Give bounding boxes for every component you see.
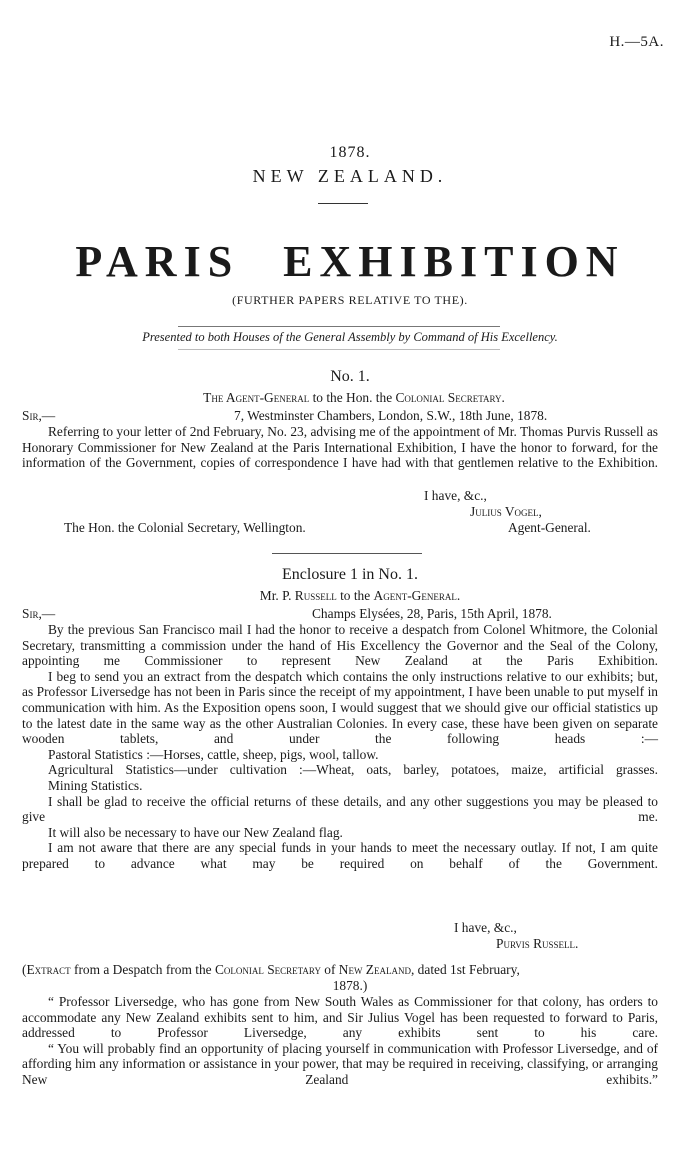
- country-title: NEW ZEALAND.: [252, 166, 448, 186]
- statistics-item: Mining Statistics.: [48, 777, 143, 793]
- extract-label: Extract: [26, 962, 71, 977]
- extract-year: 1878.): [332, 978, 368, 993]
- presented-rule-lower: [178, 349, 500, 350]
- presented-rule: [178, 326, 500, 327]
- enclosure-body: [22, 622, 658, 872]
- enclosure-sender: Russell: [294, 588, 337, 603]
- letter-number: No. 1.: [330, 368, 370, 385]
- enclosure-route-connector: to the: [336, 588, 374, 603]
- extract-heading-text: from a Despatch from the: [70, 962, 215, 977]
- letter-signature: Julius Vogel,: [470, 504, 542, 519]
- extract-heading-text: of: [320, 962, 339, 977]
- enclosure-paragraph: It will also be necessary to have our New Zealand flag.: [48, 824, 343, 840]
- section-divider: [272, 553, 422, 554]
- enclosure-salutation: Sir,—: [22, 606, 56, 621]
- extract-body: [22, 994, 658, 1088]
- enclosure-paragraph: I beg to send you an extract from the despatch which contains the only instructions relative to our exhibits; but, as Professor Liversedge has not been in Paris since the receipt of my appointment, I have been unable to put myself in communication with him. As the Exposition opens soon, I would suggest that we should give our official statistics up to the latest date in the same way as the other Australian Colonies. In every case, these have been given on separate wooden tablets, and under the following heads :—: [22, 668, 658, 747]
- extract-office: Colonial Secretary: [214, 962, 321, 977]
- salutation: Sir,—: [22, 408, 56, 423]
- recipient-name: Colonial Secretary.: [395, 390, 505, 405]
- presented-note: Presented to both Houses of the General Assembly by Command of His Excellency.: [142, 330, 558, 344]
- enclosure-signature: Purvis Russell.: [496, 936, 579, 951]
- letter-closing: I have, &c.,: [424, 488, 487, 503]
- signature-title: Agent-General.: [508, 520, 591, 535]
- statistics-item: Pastoral Statistics :—Horses, cattle, sheep, pigs, wool, tallow.: [48, 746, 379, 762]
- route-connector: to the Hon. the: [309, 390, 396, 405]
- extract-colony: New Zealand: [338, 962, 411, 977]
- document-reference: H.—5A.: [609, 34, 664, 50]
- letter-recipient: The Hon. the Colonial Secretary, Wellington.: [64, 520, 306, 535]
- letter-body: [22, 424, 658, 471]
- enclosure-paragraph: By the previous San Francisco mail I had the honor to receive a despatch from Colonel Whitmore, the Colonial Secretary, transmitting a commission under the hand of His Excellency the Governor and the Seal of the Colony, appointing me Commissioner to represent New Zealand at the Paris Exhibition.: [22, 622, 658, 669]
- enclosure-address: Champs Elysées, 28, Paris, 15th April, 1878.: [312, 606, 552, 621]
- enclosure-paragraph: I shall be glad to receive the official returns of these details, and any other suggestions you may be pleased to give me.: [22, 793, 658, 825]
- enclosure-route-prefix: Mr. P.: [259, 588, 295, 603]
- extract-paren: (: [22, 962, 27, 977]
- year: 1878.: [329, 144, 371, 161]
- statistics-item: Agricultural Statistics—under cultivation :—Wheat, oats, barley, potatoes, maize, artificial grasses.: [48, 762, 658, 778]
- enclosure-route: [0, 588, 700, 604]
- document-subtitle: (FURTHER PAPERS RELATIVE TO THE).: [232, 293, 468, 307]
- document-title: PARIS EXHIBITION: [75, 237, 625, 286]
- extract-paragraph: “ Professor Liversedge, who has gone from New South Wales as Commissioner for that colony, has orders to accommodate any New Zealand exhibits sent to him, and Sir Julius Vogel has been requested to forward to Paris, addressed to Professor Liversedge, any exhibits sent to his care.: [22, 994, 658, 1041]
- sender-address: 7, Westminster Chambers, London, S.W., 18th June, 1878.: [234, 408, 548, 423]
- sender-name: The Agent-General: [203, 390, 310, 405]
- enclosure-paragraph: I am not aware that there are any special funds in your hands to meet the necessary outlay. If not, I am quite prepared to advance what may be required on behalf of the Government.: [22, 840, 658, 871]
- extract-paragraph: “ You will probably find an opportunity of placing yourself in communication with Professor Liversedge, and of affording him any information or assistance in your power, that may be required in receiving, classifying, or arranging New Zealand exhibits.”: [22, 1040, 658, 1087]
- enclosure-closing: I have, &c.,: [454, 920, 517, 935]
- letter-route: [0, 390, 700, 406]
- letter-body-text: Referring to your letter of 2nd February, No. 23, advising me of the appointment of Mr. Thomas Purvis Russell as Honorary Commissioner for New Zealand at the Paris International Exhibition, I have the honor to forward, for the information of the Government, copies of correspondence I have had with that gentlemen relative to the Exhibition.: [22, 424, 658, 471]
- extract-heading-text: , dated 1st February,: [410, 962, 520, 977]
- enclosure-heading: Enclosure 1 in No. 1.: [282, 566, 418, 583]
- header-divider: [318, 203, 368, 204]
- extract-heading: [22, 962, 520, 978]
- enclosure-recipient: Agent-General.: [373, 588, 461, 603]
